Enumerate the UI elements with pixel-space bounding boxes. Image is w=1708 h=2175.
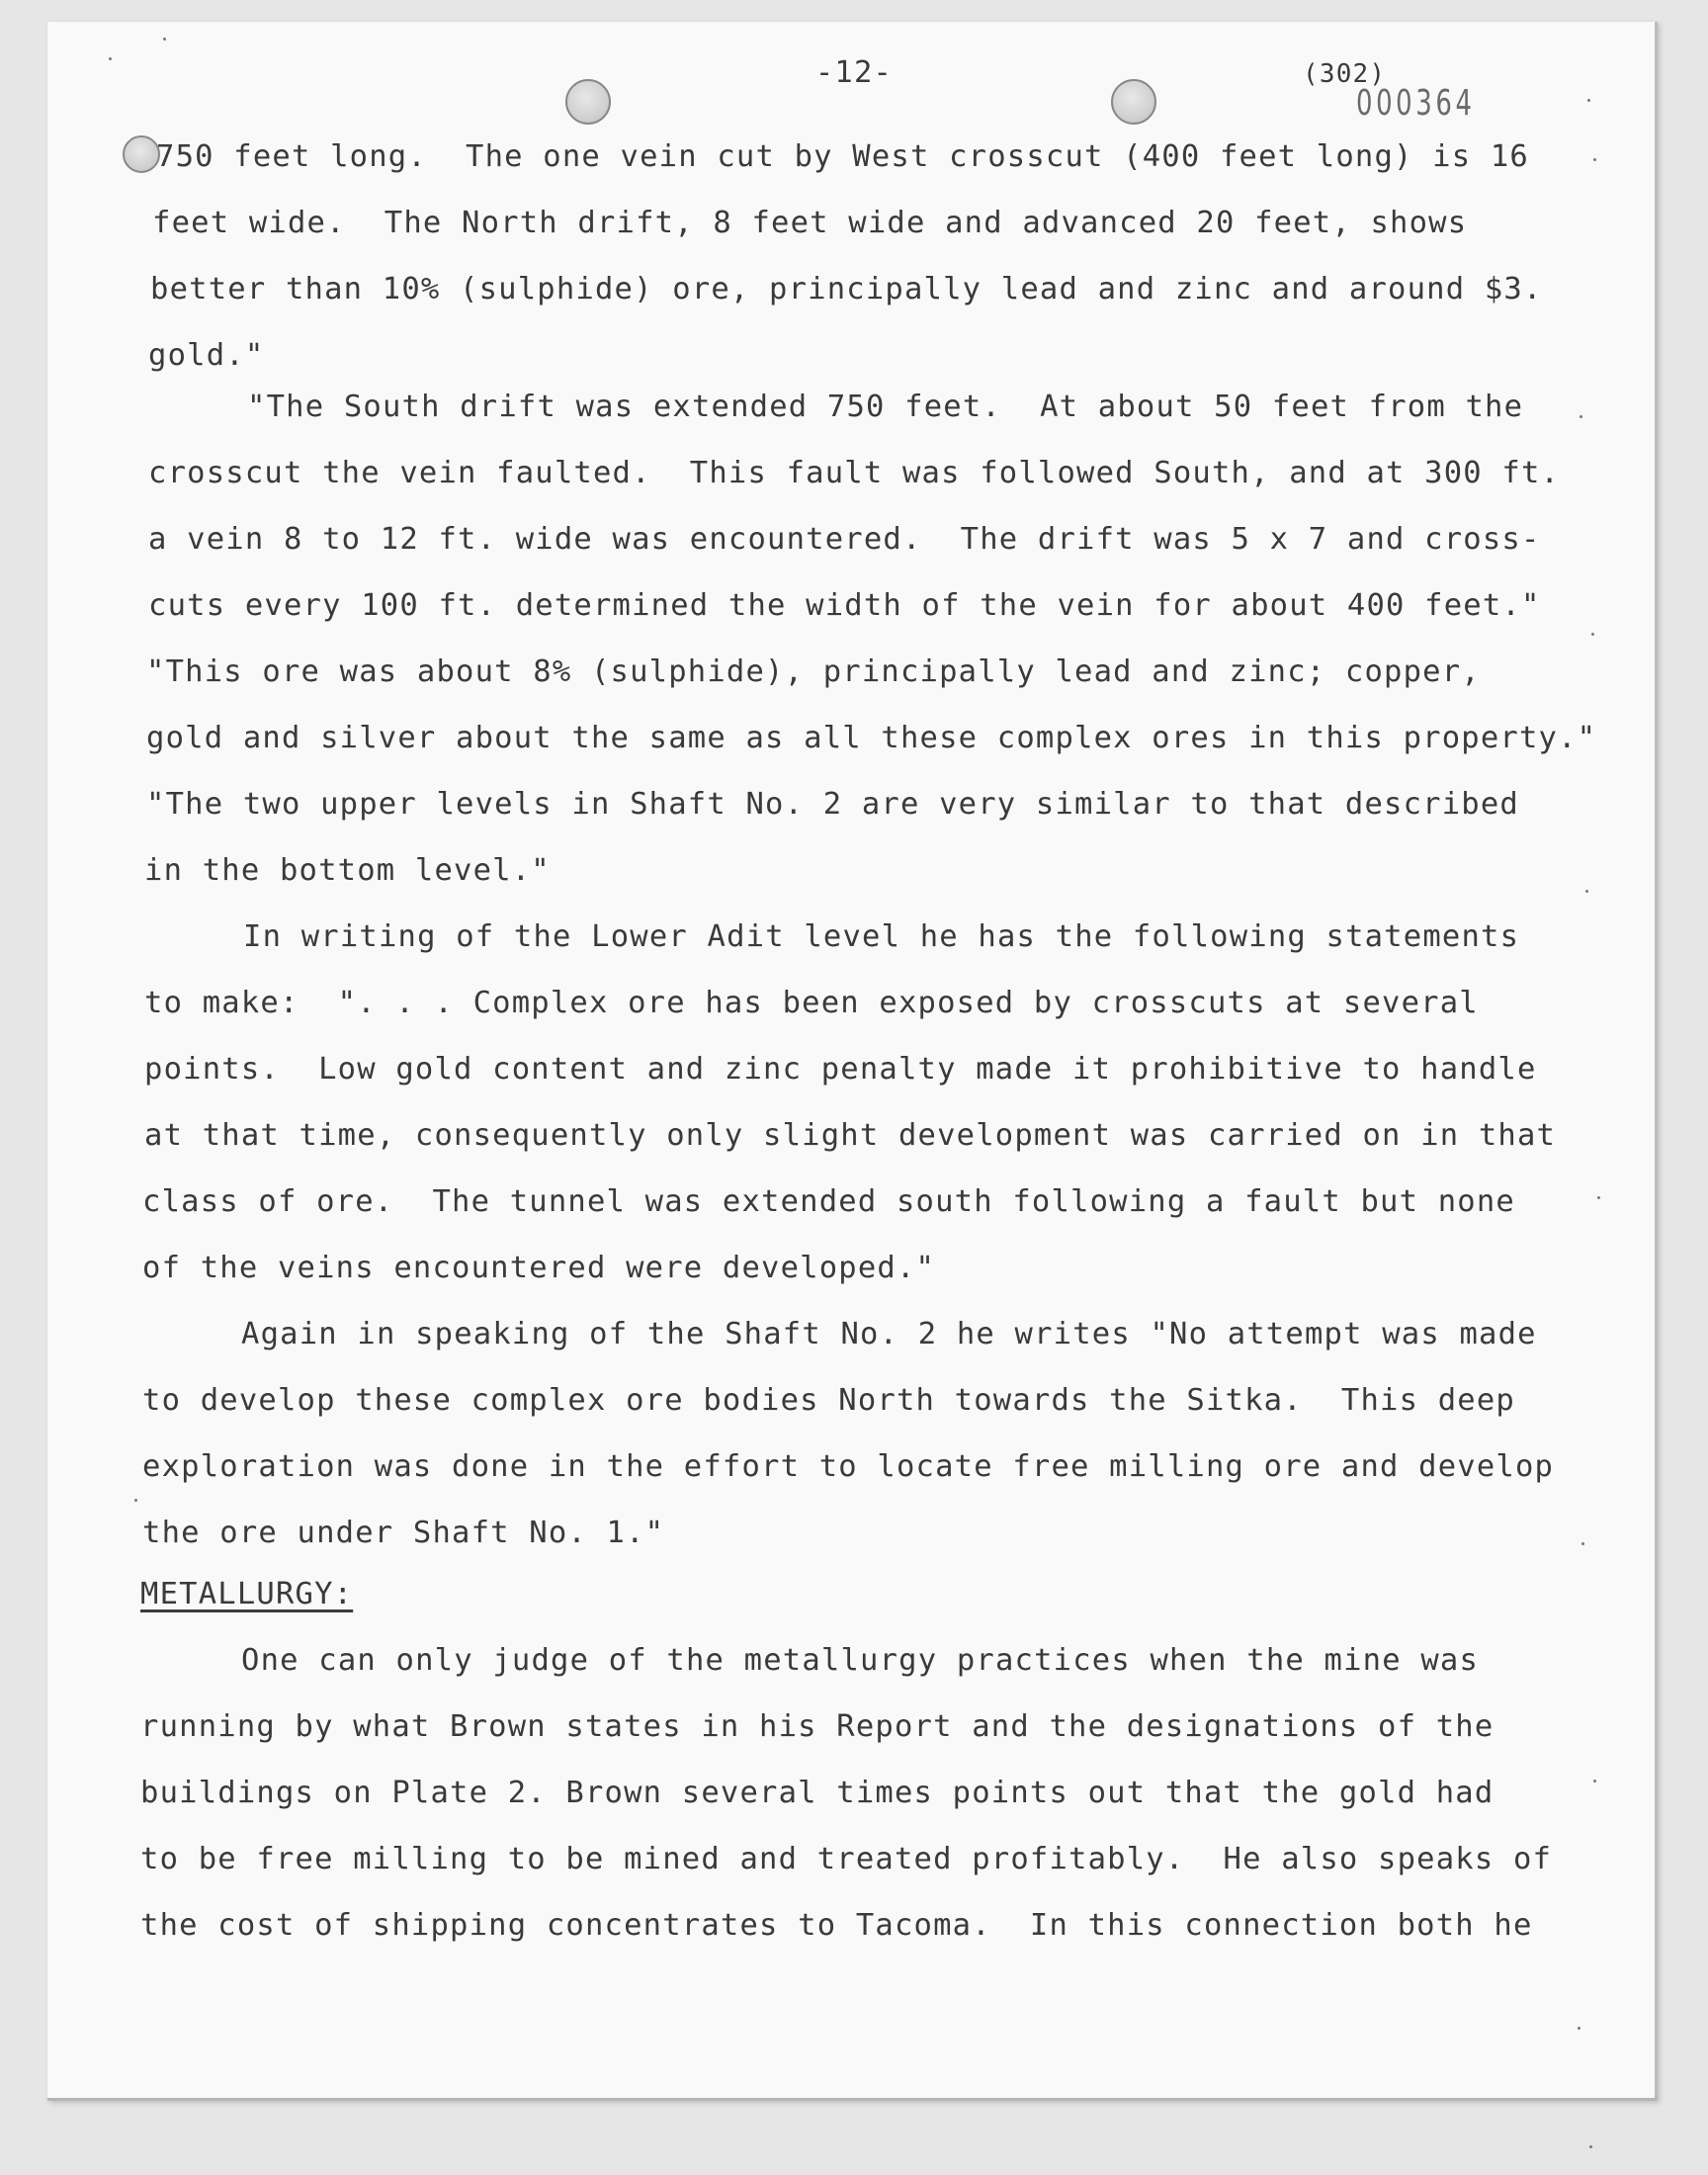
paragraph-2 xyxy=(140,383,1623,913)
text-line: running by what Brown states in his Report and the designations of the xyxy=(140,1709,1494,1744)
scan-speck xyxy=(1589,2145,1592,2148)
text-line: at that time, consequently only slight development was carried on in that xyxy=(144,1118,1557,1153)
text-line: One can only judge of the metallurgy practices when the mine was xyxy=(241,1643,1480,1678)
text-line: gold and silver about the same as all these complex ores in this property." xyxy=(146,721,1597,755)
text-line: "This ore was about 8% (sulphide), principally lead and zinc; copper, xyxy=(146,654,1481,689)
text-line: to make: ". . . Complex ore has been exposed by crosscuts at several xyxy=(144,986,1479,1020)
text-line: class of ore. The tunnel was extended south following a fault but none xyxy=(142,1184,1515,1219)
text-line: to develop these complex ore bodies North towards the Sitka. This deep xyxy=(142,1383,1515,1418)
text-line: crosscut the vein faulted. This fault was followed South, and at 300 ft. xyxy=(148,456,1561,490)
text-line: gold." xyxy=(148,338,265,373)
scan-speck xyxy=(134,1499,137,1502)
text-line: cuts every 100 ft. determined the width of the vein for about 400 feet." xyxy=(148,588,1541,623)
scan-speck xyxy=(163,38,166,41)
text-line: feet wide. The North drift, 8 feet wide and advanced 20 feet, shows xyxy=(152,206,1468,240)
text-line: in the bottom level." xyxy=(144,853,551,888)
text-line: Again in speaking of the Shaft No. 2 he writes "No attempt was made xyxy=(241,1317,1537,1351)
paragraph-5 xyxy=(140,1636,1623,1967)
section-heading-text: METALLURGY: xyxy=(140,1577,354,1611)
text-line: points. Low gold content and zinc penalty made it prohibitive to handle xyxy=(144,1052,1537,1087)
paragraph-3 xyxy=(140,913,1623,1310)
paragraph-4 xyxy=(140,1310,1623,1570)
text-line: In writing of the Lower Adit level he has the following statements xyxy=(243,919,1520,954)
section-heading xyxy=(140,1570,1623,1636)
reference-number: (302) xyxy=(1303,59,1387,89)
scan-speck xyxy=(1578,2027,1580,2030)
text-line: to be free milling to be mined and treated profitably. He also speaks of xyxy=(140,1842,1553,1876)
text-line: buildings on Plate 2. Brown several times points out that the gold had xyxy=(140,1776,1494,1810)
text-line: "The South drift was extended 750 feet. At about 50 feet from the xyxy=(247,390,1524,424)
text-line: a vein 8 to 12 ft. wide was encountered. The drift was 5 x 7 and cross- xyxy=(148,522,1541,557)
text-line: the ore under Shaft No. 1." xyxy=(142,1516,665,1550)
page-number: -12- xyxy=(814,55,894,90)
text-line: better than 10% (sulphide) ore, principally lead and zinc and around $3. xyxy=(150,272,1543,306)
document-body xyxy=(140,132,1623,1967)
text-line: 750 feet long. The one vein cut by West crosscut (400 feet long) is 16 xyxy=(156,139,1529,174)
text-line: of the veins encountered were developed." xyxy=(142,1251,936,1285)
text-line: the cost of shipping concentrates to Tacoma. In this connection both he xyxy=(140,1908,1533,1943)
paragraph-1 xyxy=(140,132,1623,383)
text-line: "The two upper levels in Shaft No. 2 are very similar to that described xyxy=(146,787,1519,822)
text-line: exploration was done in the effort to locate free milling ore and develop xyxy=(142,1449,1555,1484)
scan-speck xyxy=(1587,99,1590,102)
bates-stamp-number: 000364 xyxy=(1356,83,1476,124)
